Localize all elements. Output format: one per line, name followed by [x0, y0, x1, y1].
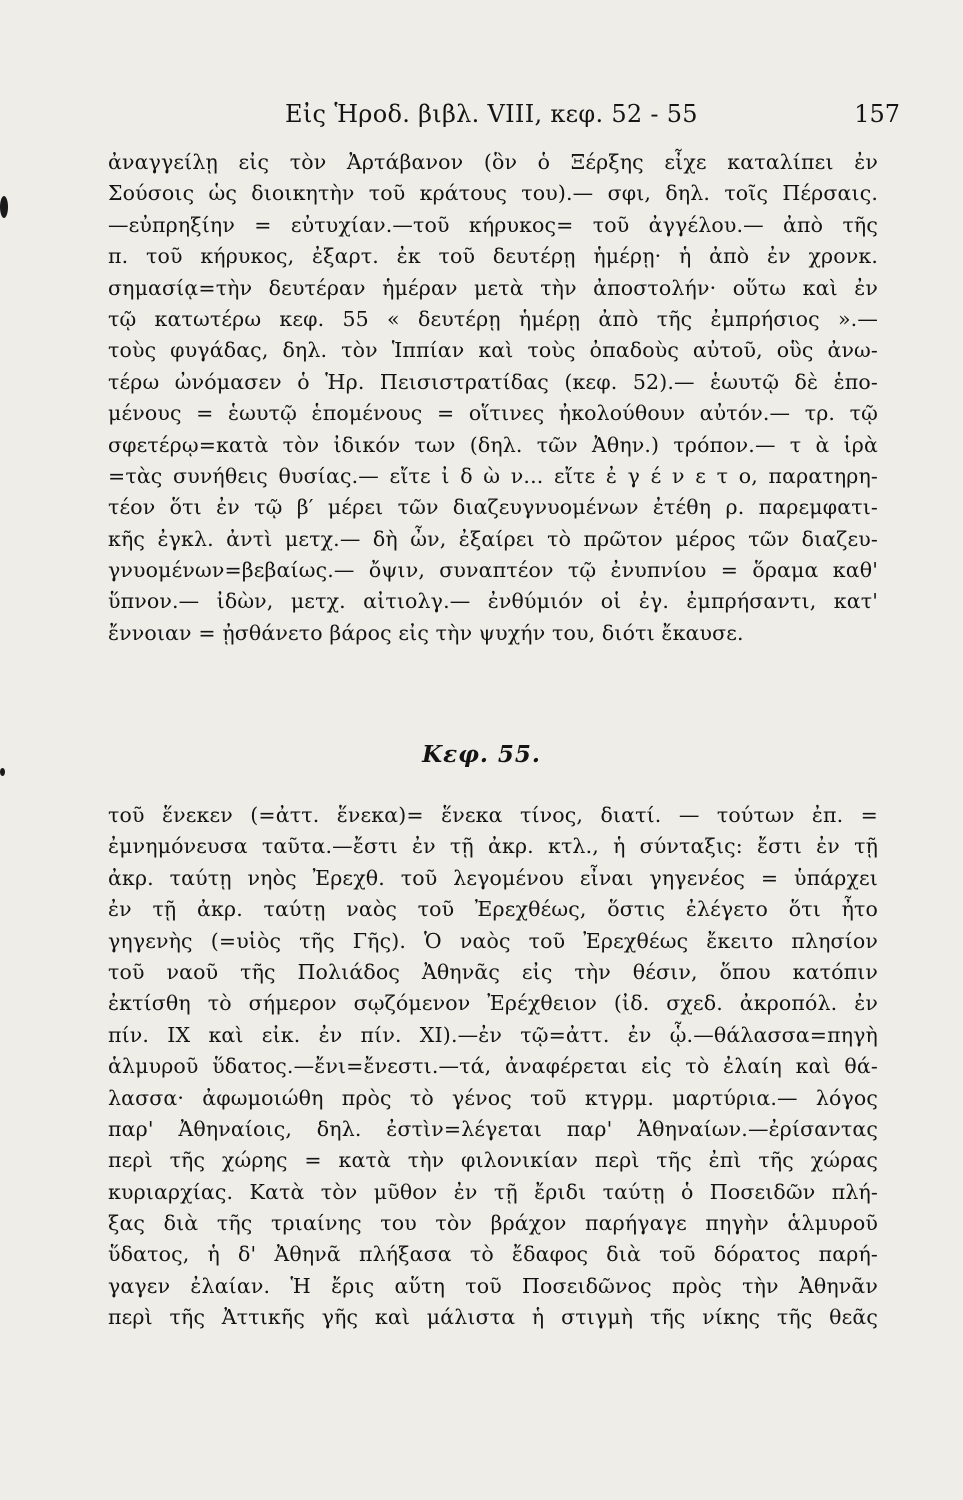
text-line: τοὺς φυγάδας, δηλ. τὸν Ἱππίαν καὶ τοὺς ὀπαδοὺς αὐτοῦ, οὓς ἀνω- — [108, 338, 878, 363]
text-line: τέον ὅτι ἐν τῷ β′ μέρει τῶν διαζευγνυομένων ἐτέθη ρ. παρεμφατι- — [108, 495, 878, 520]
text-line: π. τοῦ κήρυκος, ἐξαρτ. ἐκ τοῦ δευτέρῃ ἡμέρῃ· ἡ ἀπὸ ἐν χρονκ. — [108, 244, 878, 269]
running-title: Εἰς Ἡροδ. βιβλ. VIII, κεφ. 52 - 55 — [285, 100, 698, 128]
text-line: ἁλμυροῦ ὕδατος.—ἔνι=ἔνεστι.—τά, ἀναφέρεται εἰς τὸ ἐλαίη καὶ θά- — [108, 1054, 878, 1079]
text-line: τοῦ ναοῦ τῆς Πολιάδος Ἀθηνᾶς εἰς τὴν θέσιν, ὅπου κατόπιν — [108, 959, 878, 984]
text-line: γηγενὴς (=υἱὸς τῆς Γῆς). Ὁ ναὸς τοῦ Ἐρεχθέως ἔκειτο πλησίον — [108, 928, 878, 953]
text-line: τέρω ὠνόμασεν ὁ Ἡρ. Πεισιστρατίδας (κεφ. 52).— ἑωυτῷ δὲ ἑπο- — [108, 369, 878, 394]
commentary-block-ch54 — [108, 147, 878, 649]
text-line: ἀναγγείλῃ εἰς τὸν Ἀρτάβανον (ὃν ὁ Ξέρξης εἶχε καταλίπει ἐν — [108, 150, 878, 174]
text-line: πίν. IX καὶ εἰκ. ἐν πίν. XI).—ἐν τῷ=ἀττ. ἐν ᾧ.—θάλασσα=πηγὴ — [108, 1022, 878, 1047]
text-line: τῷ κατωτέρω κεφ. 55 « δευτέρῃ ἡμέρῃ ἀπὸ τῆς ἐμπρήσιος ».— — [108, 306, 878, 331]
ink-speck — [0, 196, 8, 218]
text-line: κυριαρχίας. Κατὰ τὸν μῦθον ἐν τῇ ἔριδι ταύτῃ ὁ Ποσειδῶν πλή- — [108, 1179, 878, 1204]
text-line: σημασίᾳ=τὴν δευτέραν ἡμέραν μετὰ τὴν ἀποστολήν· οὕτω καὶ ἐν — [108, 275, 878, 300]
text-line: ἐν τῇ ἀκρ. ταύτῃ ναὸς τοῦ Ἐρεχθέως, ὅστις ἐλέγετο ὅτι ἦτο — [108, 897, 878, 922]
text-line: ἀκρ. ταύτῃ νηὸς Ἐρεχθ. τοῦ λεγομένου εἶναι γηγενέος = ὑπάρχει — [108, 865, 878, 890]
text-line: ἐμνημόνευσα ταῦτα.—ἔστι ἐν τῇ ἀκρ. κτλ., ἡ σύνταξις: ἔστι ἐν τῇ — [108, 834, 878, 859]
commentary-block-ch55 — [108, 800, 878, 1334]
text-line: σφετέρῳ=κατὰ τὸν ἰδικόν των (δηλ. τῶν Ἀθην.) τρόπον.— τ ὰ ἱρὰ — [108, 432, 878, 457]
ink-speck — [0, 768, 5, 776]
text-line: γνυομένων=βεβαίως.— ὄψιν, συναπτέον τῷ ἐνυπνίου = ὅραμα καθ' — [108, 558, 878, 583]
text-line: περὶ τῆς χώρης = κατὰ τὴν φιλονικίαν περὶ τῆς ἐπὶ τῆς χώρας — [108, 1148, 878, 1173]
text-line: ὕπνον.— ἰδὼν, μετχ. αἰτιολγ.— ἐνθύμιόν οἱ ἐγ. ἐμπρήσαντι, κατ' — [108, 589, 878, 614]
text-line: τοῦ ἕνεκεν (=ἀττ. ἕνεκα)= ἕνεκα τίνος, διατί. — τούτων ἐπ. = — [108, 803, 878, 827]
text-line: κῆς ἐγκλ. ἀντὶ μετχ.— δὴ ὦν, ἐξαίρει τὸ πρῶτον μέρος τῶν διαζευ- — [108, 526, 878, 551]
text-line: λασσα· ἀφωμοιώθη πρὸς τὸ γένος τοῦ κτγρμ. μαρτύρια.— λόγος — [108, 1085, 878, 1110]
text-line: ξας διὰ τῆς τριαίνης του τὸν βράχον παρήγαγε πηγὴν ἁλμυροῦ — [108, 1211, 878, 1236]
running-head — [120, 100, 900, 136]
text-line: ἐκτίσθη τὸ σήμερον σῳζόμενον Ἐρέχθειον (ἰδ. σχεδ. ἀκροπόλ. ἐν — [108, 991, 878, 1016]
section-heading: Κεφ. 55. — [422, 741, 541, 768]
text-line: ἔννοιαν = ᾐσθάνετο βάρος εἰς τὴν ψυχήν του, διότι ἔκαυσε. — [108, 620, 744, 645]
text-line: Σούσοις ὡς διοικητὴν τοῦ κράτους του).— σφι, δηλ. τοῖς Πέρσαις. — [108, 181, 878, 206]
text-line: μένους = ἑωυτῷ ἑπομένους = οἵτινες ἠκολούθουν αὐτόν.— τρ. τῷ — [108, 401, 878, 426]
text-line: ὕδατος, ἡ δ' Ἀθηνᾶ πλήξασα τὸ ἔδαφος διὰ τοῦ δόρατος παρή- — [108, 1242, 878, 1267]
text-line: παρ' Ἀθηναίοις, δηλ. ἐστὶν=λέγεται παρ' Ἀθηναίων.—ἐρίσαντας — [108, 1116, 878, 1141]
page-number: 157 — [854, 100, 900, 128]
text-line: =τὰς συνήθεις θυσίας.— εἴτε ἰ δ ὼ ν... εἴτε ἐ γ έ ν ε τ ο, παρατηρη- — [108, 463, 878, 488]
text-line: —εὐπρηξίην = εὐτυχίαν.—τοῦ κήρυκος= τοῦ ἀγγέλου.— ἀπὸ τῆς — [108, 212, 878, 237]
text-line: περὶ τῆς Ἀττικῆς γῆς καὶ μάλιστα ἡ στιγμὴ τῆς νίκης τῆς θεᾶς — [108, 1305, 878, 1330]
text-line: γαγεν ἐλαίαν. Ἡ ἔρις αὕτη τοῦ Ποσειδῶνος πρὸς τὴν Ἀθηνᾶν — [108, 1273, 878, 1298]
